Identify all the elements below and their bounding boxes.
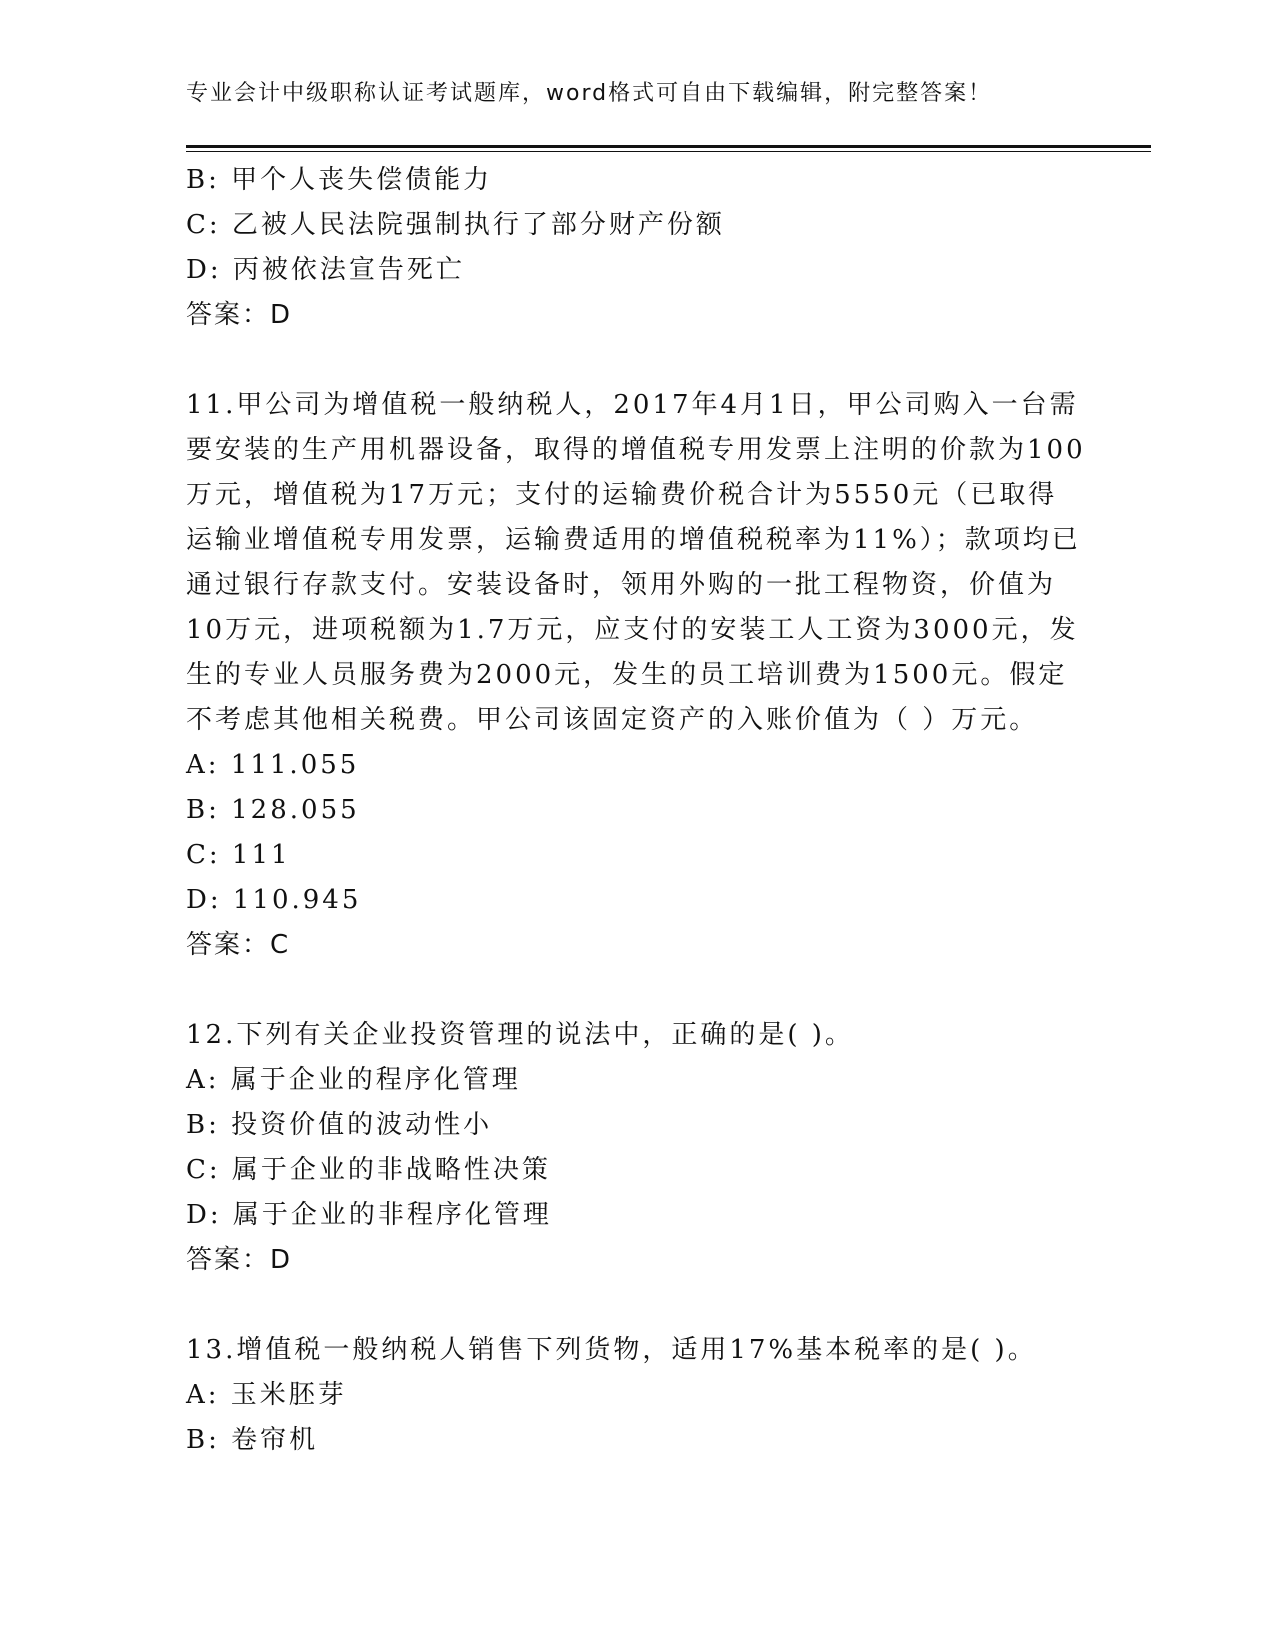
question-11: [186, 383, 1086, 968]
option-b: B: 卷帘机: [186, 1425, 319, 1455]
question-stem: 13.增值税一般纳税人销售下列货物，适用17%基本税率的是( )。: [186, 1335, 1037, 1365]
option-b: B: 甲个人丧失偿债能力: [186, 165, 493, 195]
spacer: [186, 968, 1086, 1013]
question-13: [186, 1328, 1086, 1463]
question-content: [186, 158, 1086, 1463]
option-b: B: 128.055: [186, 795, 360, 825]
spacer: [186, 1283, 1086, 1328]
header-rule-thin: [186, 151, 1151, 152]
option-c: C: 111: [186, 840, 291, 870]
option-d: D: 110.945: [186, 885, 362, 915]
option-c: C: 属于企业的非战略性决策: [186, 1155, 551, 1185]
answer: 答案：C: [186, 930, 291, 960]
option-b: B: 投资价值的波动性小: [186, 1110, 493, 1140]
question-stem: 12.下列有关企业投资管理的说法中，正确的是( )。: [186, 1020, 854, 1050]
option-d: D: 属于企业的非程序化管理: [186, 1200, 552, 1230]
header-rule-thick: [186, 145, 1151, 148]
question-stem: 11.甲公司为增值税一般纳税人，2017年4月1日，甲公司购入一台需 要安装的生产用机器设备，取得的增值税专用发票上注明的价款为100 万元，增值税为17万元；支付的运输费价税合计为5550元（已取得 运输业增值税专用发票，运输费适用的增值税税率为11%）；款项均已 通过银行存款支付。安装设备时，领用外购的一批工程物资，价值为 10万元，进项税额为1.7万元，应支付的安装工人工资为3000元，发 生的专业人员服务费为2000元，发生的员工培训费为1500元。假定 不考虑其他相关税费。甲公司该固定资产的入账价值为（ ）万元。: [186, 390, 1086, 735]
option-c: C: 乙被人民法院强制执行了部分财产份额: [186, 210, 725, 240]
option-a: A: 属于企业的程序化管理: [186, 1065, 521, 1095]
option-a: A: 玉米胚芽: [186, 1380, 347, 1410]
page-header: 专业会计中级职称认证考试题库，word格式可自由下载编辑，附完整答案！: [186, 81, 993, 106]
question-12: [186, 1013, 1086, 1283]
answer: 答案：D: [186, 1245, 293, 1275]
option-d: D: 丙被依法宣告死亡: [186, 255, 465, 285]
option-a: A: 111.055: [186, 750, 360, 780]
question-10: [186, 158, 1086, 338]
answer: 答案：D: [186, 300, 293, 330]
spacer: [186, 338, 1086, 383]
